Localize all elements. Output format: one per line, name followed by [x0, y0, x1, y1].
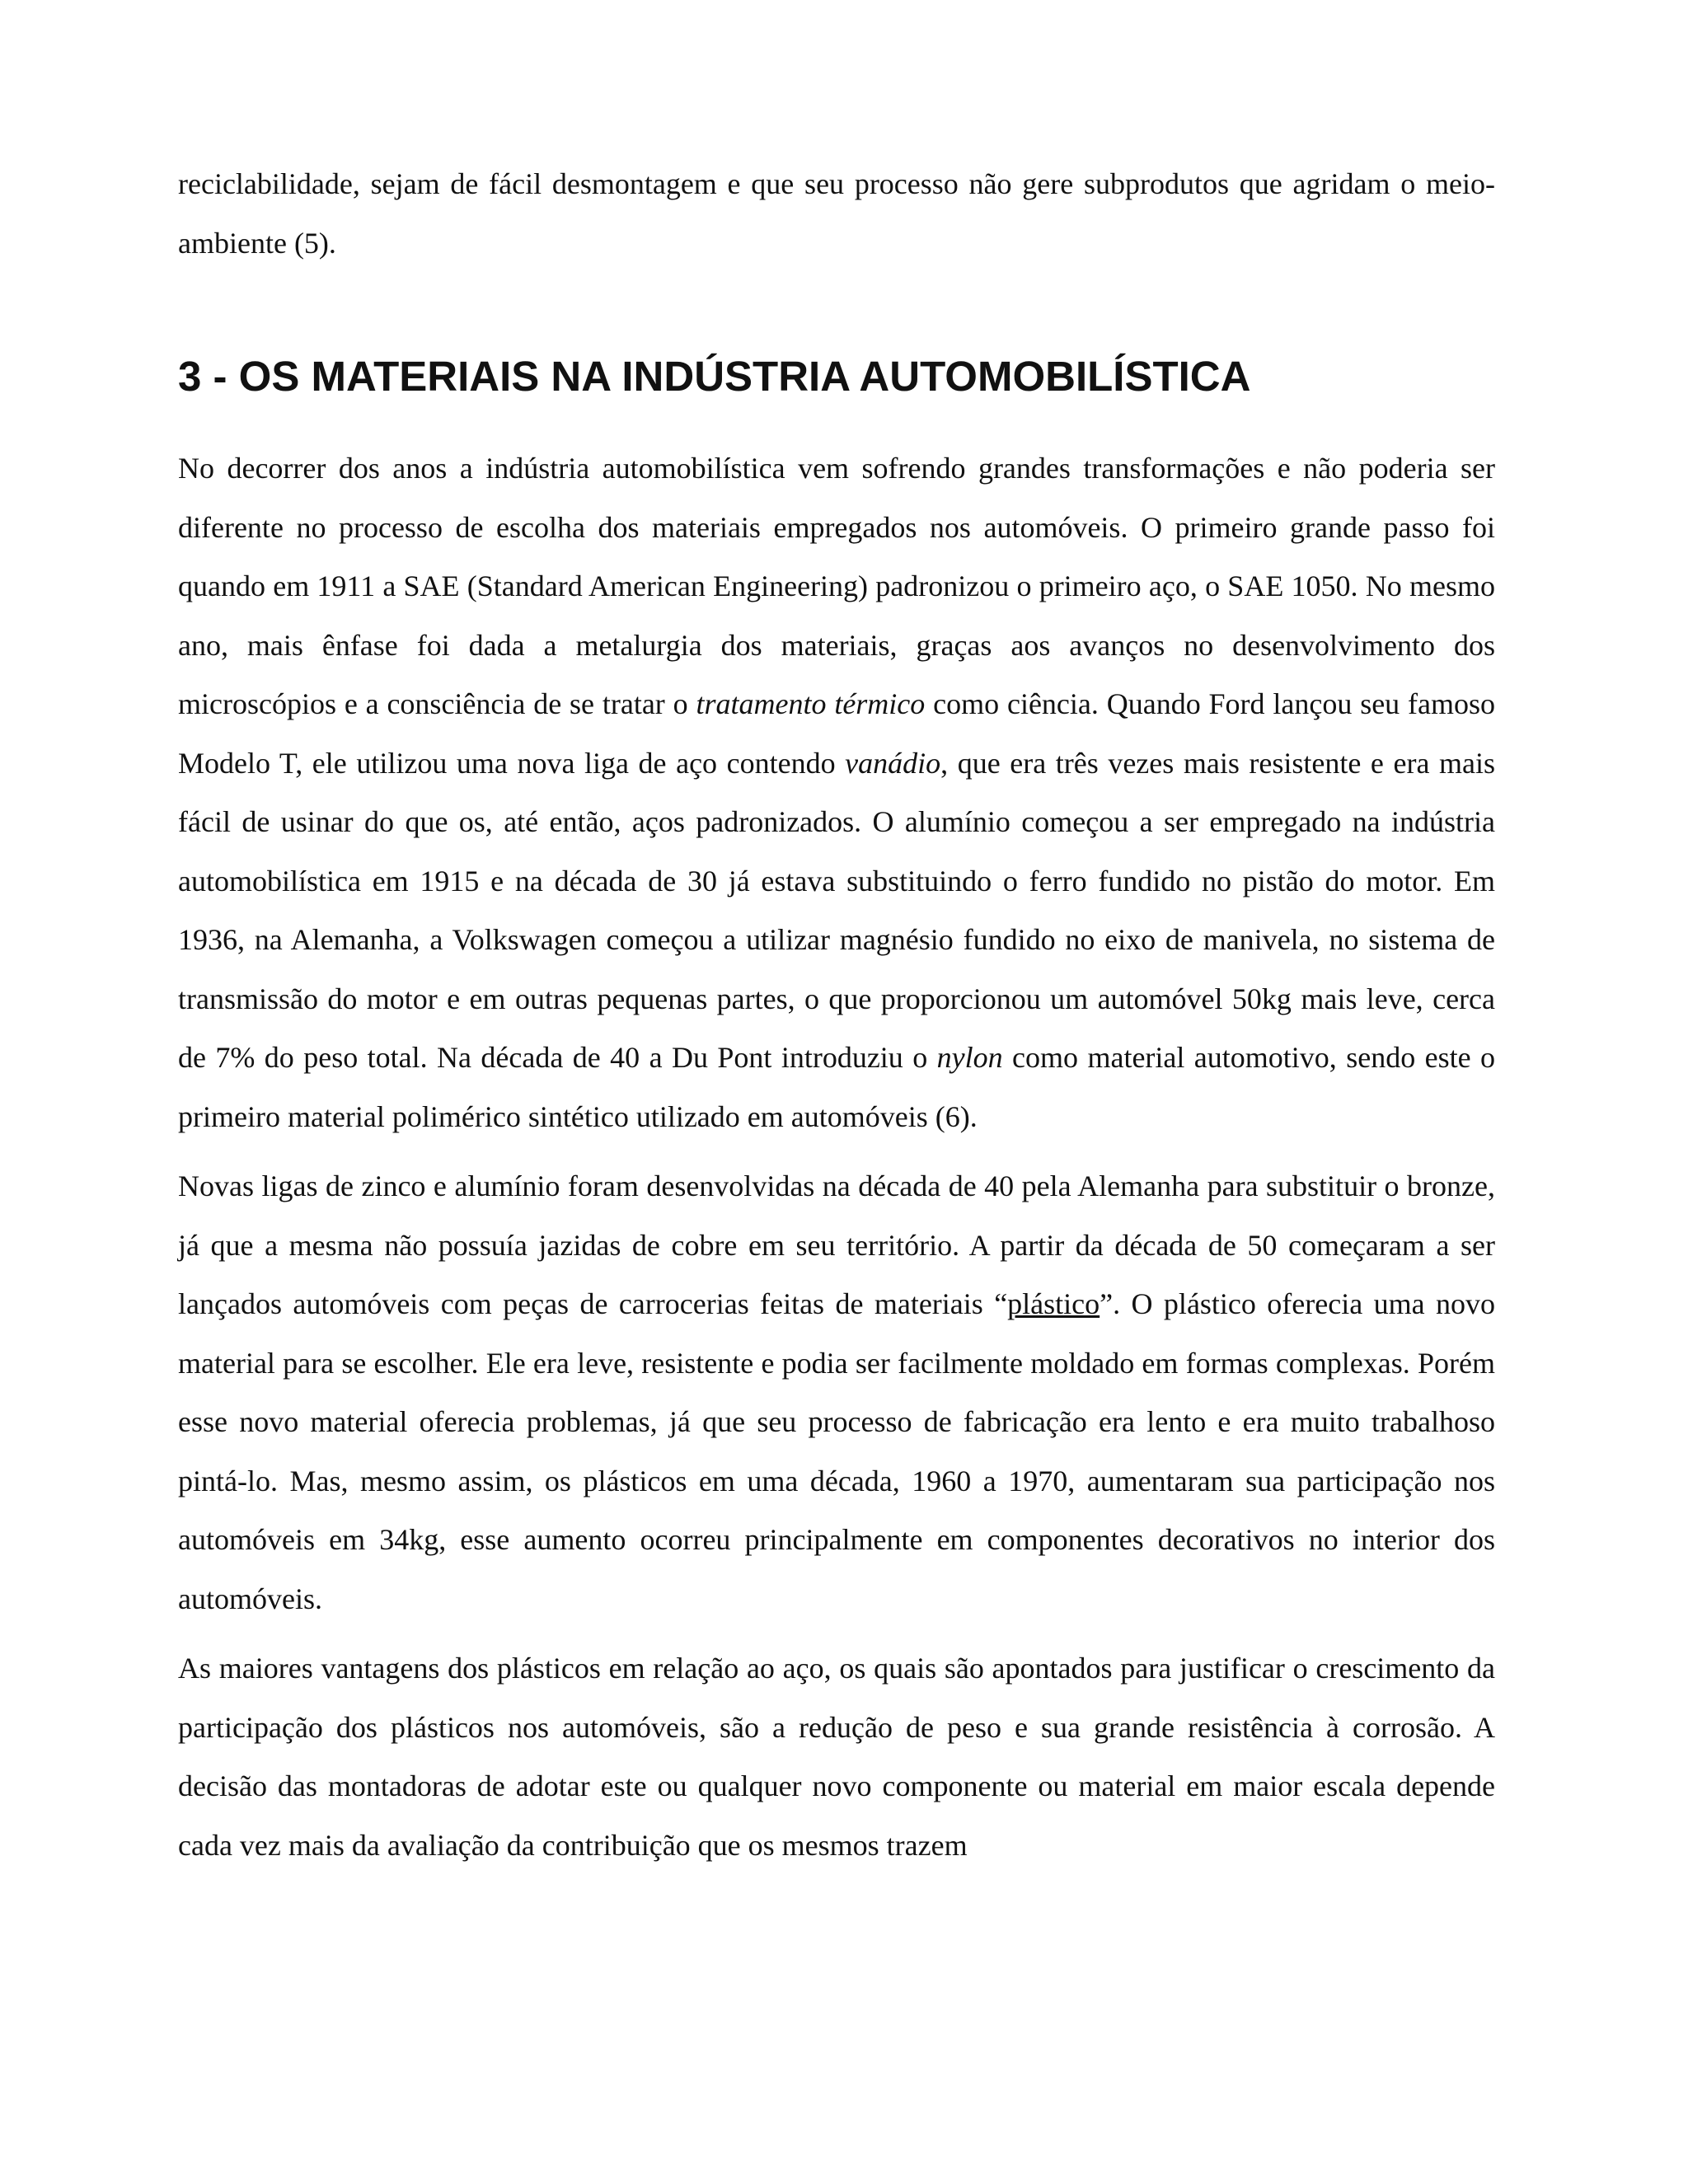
- intro-paragraph: [178, 155, 1495, 273]
- paragraph-3-text: As maiores vantagens dos plásticos em relação ao aço, os quais são apontados para justificar o crescimento da participação dos plásticos nos automóveis, são a redução de peso e sua grande resistência à corrosão. A decisão das montadoras de adotar este ou qualquer novo componente ou material em maior escala depende cada vez mais da avaliação da contribuição que os mesmos trazem: [178, 1652, 1495, 1862]
- term-vanadio: vanádio: [845, 746, 941, 780]
- paragraph-1-part-a: No decorrer dos anos a indústria automobilística vem sofrendo grandes transformações e não poderia ser diferente no processo de escolha dos materiais empregados nos automóveis. O primeiro grande passo foi quando em 1911 a SAE (Standard American Engineering) padronizou o primeiro aço, o SAE 1050. No mesmo ano, mais ênfase foi dada a metalurgia dos materiais, graças aos avanços no desenvolvimento dos microscópios e a consciência de se tratar o: [178, 452, 1495, 720]
- paragraph-1-part-c: , que era três vezes mais resistente e era mais fácil de usinar do que os, até então, aços padronizados. O alumínio começou a ser empregado na indústria automobilística em 1915 e na década de 30 já estava substituindo o ferro fundido no pistão do motor. Em 1936, na Alemanha, a Volkswagen começou a utilizar magnésio fundido no eixo de manivela, no sistema de transmissão do motor e em outras pequenas partes, o que proporcionou um automóvel 50kg mais leve, cerca de 7% do peso total. Na década de 40 a Du Pont introduziu o: [178, 746, 1495, 1074]
- paragraph-2-part-b: ”. O plástico oferecia uma novo material para se escolher. Ele era leve, resistente e podia ser facilmente moldado em formas complexas. Porém esse novo material oferecia problemas, já que seu processo de fabricação era lento e era muito trabalhoso pintá-lo. Mas, mesmo assim, os plásticos em uma década, 1960 a 1970, aumentaram sua participação nos automóveis em 34kg, esse aumento ocorreu principalmente em componentes decorativos no interior dos automóveis.: [178, 1287, 1495, 1615]
- paragraph-1: [178, 439, 1495, 1146]
- term-tratamento-termico: tratamento térmico: [696, 687, 926, 720]
- paragraph-2: [178, 1157, 1495, 1629]
- document-page: [178, 155, 1495, 1875]
- section-heading: 3 - OS MATERIAIS NA INDÚSTRIA AUTOMOBILÍSTICA: [178, 353, 1251, 400]
- term-plastico: plástico: [1007, 1287, 1100, 1320]
- paragraph-2-part-a: Novas ligas de zinco e alumínio foram desenvolvidas na década de 40 pela Alemanha para substituir o bronze, já que a mesma não possuía jazidas de cobre em seu território. A partir da década de 50 começaram a ser lançados automóveis com peças de carrocerias feitas de materiais “: [178, 1169, 1495, 1320]
- intro-text: reciclabilidade, sejam de fácil desmontagem e que seu processo não gere subprodutos que agridam o meio-ambiente (5).: [178, 167, 1495, 260]
- paragraph-1-part-b: como ciência. Quando Ford lançou seu famoso Modelo T, ele utilizou uma nova liga de aço contendo: [178, 687, 1495, 780]
- paragraph-3: [178, 1639, 1495, 1875]
- paragraph-1-part-d: como material automotivo, sendo este o primeiro material polimérico sintético utilizado em automóveis (6).: [178, 1041, 1496, 1133]
- term-nylon: nylon: [936, 1041, 1003, 1074]
